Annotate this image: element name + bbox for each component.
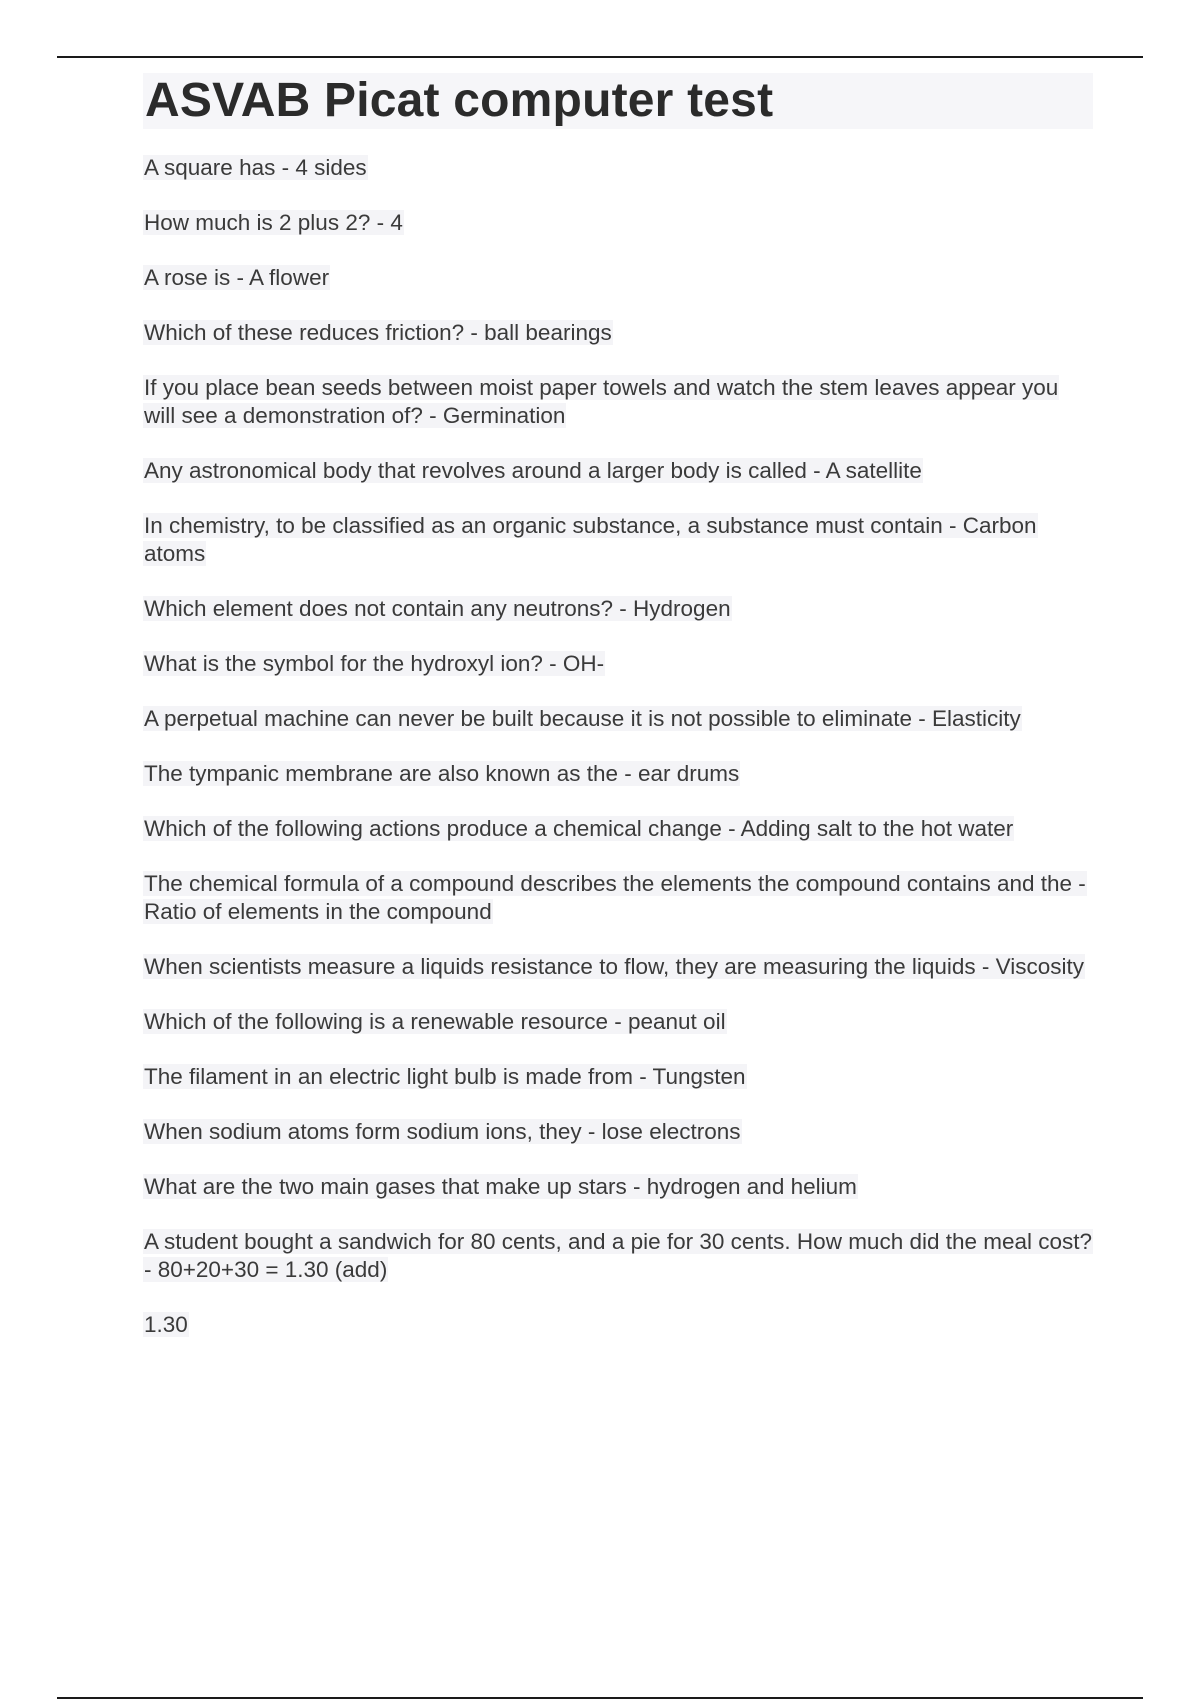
qa-text: What is the symbol for the hydroxyl ion? - OH- <box>144 651 605 676</box>
qa-text: 1.30 <box>144 1312 188 1337</box>
qa-text: When scientists measure a liquids resistance to flow, they are measuring the liquids - Viscosity <box>144 954 1085 979</box>
qa-text: A square has - 4 sides <box>144 155 367 180</box>
bottom-rule <box>57 1697 1143 1699</box>
list-item <box>143 760 1093 788</box>
qa-text: The tympanic membrane are also known as the - ear drums <box>144 761 740 786</box>
page-title: ASVAB Picat computer test <box>145 74 774 127</box>
qa-text: A rose is - A flower <box>144 265 330 290</box>
title-block <box>143 73 1093 129</box>
list-item <box>143 1118 1093 1146</box>
qa-text: A student bought a sandwich for 80 cents, and a pie for 30 cents. How much did the meal cost? - 80+20+30 = 1.30 (add) <box>144 1229 1093 1282</box>
list-item <box>143 1173 1093 1201</box>
list-item <box>143 705 1093 733</box>
list-item <box>143 319 1093 347</box>
qa-text: The chemical formula of a compound describes the elements the compound contains and the - Ratio of elements in the compound <box>144 871 1086 924</box>
qa-text: Which element does not contain any neutrons? - Hydrogen <box>144 596 731 621</box>
list-item <box>143 374 1093 430</box>
list-item <box>143 650 1093 678</box>
qa-text: Which of the following actions produce a chemical change - Adding salt to the hot water <box>144 816 1014 841</box>
list-item <box>143 595 1093 623</box>
list-item <box>143 154 1093 182</box>
list-item <box>143 1008 1093 1036</box>
list-item <box>143 1311 1093 1339</box>
qa-text: What are the two main gases that make up stars - hydrogen and helium <box>144 1174 857 1199</box>
qa-text: Which of the following is a renewable resource - peanut oil <box>144 1009 726 1034</box>
list-item <box>143 815 1093 843</box>
qa-text: Which of these reduces friction? - ball bearings <box>144 320 612 345</box>
qa-text: Any astronomical body that revolves around a larger body is called - A satellite <box>144 458 922 483</box>
qa-text: If you place bean seeds between moist paper towels and watch the stem leaves appear you will see a demonstration of? - Germination <box>144 375 1059 428</box>
qa-text: When sodium atoms form sodium ions, they - lose electrons <box>144 1119 741 1144</box>
qa-list <box>143 154 1093 1339</box>
top-rule <box>57 56 1143 58</box>
qa-text: In chemistry, to be classified as an organic substance, a substance must contain - Carbon atoms <box>144 513 1037 566</box>
qa-text: A perpetual machine can never be built because it is not possible to eliminate - Elasticity <box>144 706 1021 731</box>
list-item <box>143 209 1093 237</box>
list-item <box>143 264 1093 292</box>
list-item <box>143 512 1093 568</box>
list-item <box>143 1228 1093 1284</box>
list-item <box>143 457 1093 485</box>
document-content <box>143 73 1093 1366</box>
qa-text: How much is 2 plus 2? - 4 <box>144 210 403 235</box>
list-item <box>143 870 1093 926</box>
list-item <box>143 953 1093 981</box>
qa-text: The filament in an electric light bulb is made from - Tungsten <box>144 1064 746 1089</box>
list-item <box>143 1063 1093 1091</box>
